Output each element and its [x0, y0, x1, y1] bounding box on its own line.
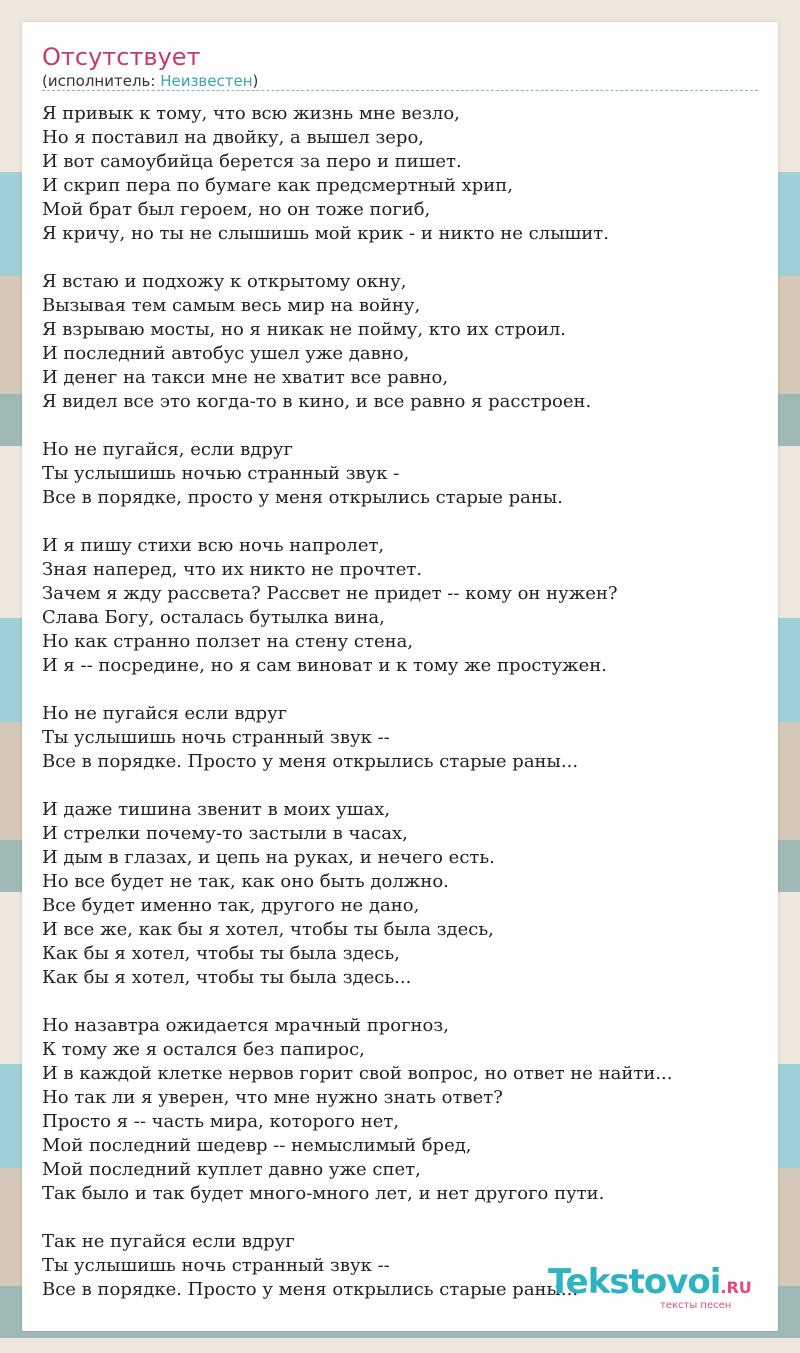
logo-tagline: тексты песен	[660, 1300, 732, 1311]
lyric-line: Вызывая тем самым весь мир на войну,	[42, 295, 421, 316]
lyric-line: Как бы я хотел, чтобы ты была здесь,	[42, 943, 400, 964]
lyric-line: Но как странно ползет на стену стена,	[42, 631, 414, 652]
lyric-line: И стрелки почему-то застыли в часах,	[42, 823, 408, 844]
lyric-line: И даже тишина звенит в моих ушах,	[42, 799, 391, 820]
stanza	[42, 1014, 762, 1206]
performer-suffix: )	[252, 72, 259, 90]
artist-link[interactable]: Неизвестен	[160, 72, 253, 90]
lyric-line: Но не пугайся если вдруг	[42, 703, 288, 724]
lyric-line: Ты услышишь ночь странный звук --	[42, 1255, 390, 1276]
performer-prefix: (исполнитель:	[42, 72, 161, 90]
lyric-line: Но я поставил на двойку, а вышел зеро,	[42, 127, 425, 148]
lyric-line: И скрип пера по бумаге как предсмертный хрип,	[42, 175, 513, 196]
lyric-line: Но так ли я уверен, что мне нужно знать ответ?	[42, 1087, 503, 1108]
lyric-line: Как бы я хотел, чтобы ты была здесь...	[42, 967, 412, 988]
lyric-line: Я встаю и подхожу к открытому окну,	[42, 271, 407, 292]
lyric-line: Все в порядке. Просто у меня открылись старые раны...	[42, 751, 579, 772]
lyric-line: Все в порядке. Просто у меня открылись старые раны...	[42, 1279, 579, 1300]
lyric-line: Все в порядке, просто у меня открылись старые раны.	[42, 487, 563, 508]
lyric-line: И я пишу стихи всю ночь напролет,	[42, 535, 385, 556]
lyric-line: Все будет именно так, другого не дано,	[42, 895, 420, 916]
lyric-line: И последний автобус ушел уже давно,	[42, 343, 410, 364]
lyric-line: Так не пугайся если вдруг	[42, 1231, 295, 1252]
lyric-line: Ты услышишь ночью странный звук -	[42, 463, 400, 484]
lyric-line: Я взрываю мосты, но я никак не пойму, кто их строил.	[42, 319, 566, 340]
lyric-line: Мой последний шедевр -- немыслимый бред,	[42, 1135, 472, 1156]
lyric-line: Но не пугайся, если вдруг	[42, 439, 293, 460]
lyric-line: Я видел все это когда-то в кино, и все равно я расстроен.	[42, 391, 592, 412]
lyric-line: И денег на такси мне не хватит все равно,	[42, 367, 449, 388]
lyric-line: И дым в глазах, и цепь на руках, и нечего есть.	[42, 847, 495, 868]
lyrics-text	[42, 102, 762, 1326]
song-title: Отсутствует	[42, 43, 201, 71]
logo-name: Tekstovoi	[548, 1262, 721, 1302]
stanza	[42, 270, 762, 414]
lyric-line: Слава Богу, осталась бутылка вина,	[42, 607, 385, 628]
stanza	[42, 702, 762, 774]
lyric-line: Так было и так будет много-много лет, и нет другого пути.	[42, 1183, 605, 1204]
lyric-line: И в каждой клетке нервов горит свой вопрос, но ответ не найти...	[42, 1063, 673, 1084]
lyric-line: Но назавтра ожидается мрачный прогноз,	[42, 1015, 449, 1036]
stanza	[42, 798, 762, 990]
lyric-line: К тому же я остался без папирос,	[42, 1039, 365, 1060]
title-divider	[42, 90, 758, 91]
lyric-line: Но все будет не так, как оно быть должно.	[42, 871, 449, 892]
stanza	[42, 102, 762, 246]
lyric-line: Мой последний куплет давно уже спет,	[42, 1159, 421, 1180]
lyric-line: И я -- посредине, но я сам виноват и к тому же простужен.	[42, 655, 607, 676]
lyric-line: Я кричу, но ты не слышишь мой крик - и никто не слышит.	[42, 223, 609, 244]
logo-tld: .RU	[720, 1278, 752, 1297]
site-logo[interactable]	[548, 1262, 758, 1312]
lyric-line: И вот самоубийца берется за перо и пишет.	[42, 151, 462, 172]
lyric-line: Зная наперед, что их никто не прочтет.	[42, 559, 423, 580]
lyrics-card	[22, 22, 778, 1331]
performer-line	[42, 72, 258, 90]
lyric-line: Я привык к тому, что всю жизнь мне везло,	[42, 103, 460, 124]
lyric-line: Просто я -- часть мира, которого нет,	[42, 1111, 400, 1132]
stanza	[42, 534, 762, 678]
background-stripe	[0, 1338, 800, 1353]
lyric-line: Зачем я жду рассвета? Рассвет не придет -- кому он нужен?	[42, 583, 618, 604]
lyric-line: И все же, как бы я хотел, чтобы ты была здесь,	[42, 919, 494, 940]
lyric-line: Ты услышишь ночь странный звук --	[42, 727, 390, 748]
stanza	[42, 438, 762, 510]
lyric-line: Мой брат был героем, но он тоже погиб,	[42, 199, 431, 220]
